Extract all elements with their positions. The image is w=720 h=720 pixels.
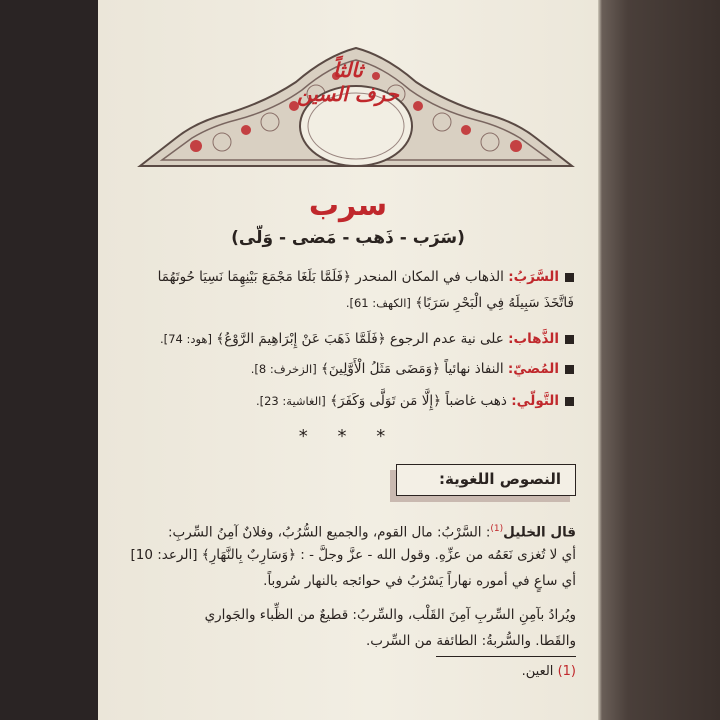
footnote-text: العين. [521, 664, 554, 679]
definition-term: السَّرَبُ: [508, 269, 559, 285]
definition-term: التَّولّي: [511, 393, 559, 409]
footnote-marker: (1) [490, 524, 504, 534]
section-heading-box [396, 464, 576, 496]
definition-text: على نية عدم الرجوع [389, 331, 504, 347]
bullet-icon [565, 365, 574, 374]
root-subtitle: (سَرَب - ذَهب - مَضى - وَلّى) [231, 228, 465, 248]
book-page [98, 0, 598, 720]
definition-sarab-cont [114, 292, 574, 314]
section-heading: النصوص اللغوية: [439, 470, 561, 488]
definition-quote: ﴿وَمَضَى مَثَلُ الْأَوَّلِينَ﴾ [320, 361, 441, 377]
definition-dhahab [114, 328, 574, 350]
footnote-rule [436, 656, 576, 657]
paragraph-line-1 [110, 518, 576, 544]
ornament-line-1: ثالثاً [333, 58, 363, 82]
khalil-name: قال الخليل [503, 524, 576, 541]
definition-quote: ﴿فَلَمَّا ذَهَبَ عَنْ إِبْرَاهِيمَ الرَّوْعُ﴾ [216, 331, 386, 347]
definition-quote-continuation: فَاتَّخَذَ سَبِيلَهُ فِي الْبَحْرِ سَرَبًا﴾ [415, 295, 574, 311]
footnote [522, 664, 576, 679]
definition-tawalli [114, 390, 574, 412]
bullet-icon [565, 335, 574, 344]
definition-ref: [الكهف: 61]. [345, 296, 411, 310]
bullet-icon [565, 397, 574, 406]
definition-term: الذَّهاب: [508, 331, 559, 347]
paragraph-line-2: أي لا تُغزى نَعَمُه من عزِّهِ. وقول الله - عزَّ وجلَّ - : ﴿وَسَارِبٌ بِالنَّهَارِ﴾ [الرعد: 10] [130, 547, 576, 563]
paragraph-text: : السَّرْبُ: مال القوم، والجميع السُّرُبُ، وفلانٌ آمِنُ السِّربِ: [167, 524, 491, 541]
book-edge [588, 0, 720, 720]
footnote-number: (1) [557, 664, 576, 679]
definition-quote: ﴿فَلَمَّا بَلَغَا مَجْمَعَ بَيْنِهِمَا نَسِيَا حُوتَهُمَا [157, 269, 351, 285]
definition-sarab [114, 266, 574, 288]
definition-mudiy [114, 358, 574, 380]
paragraph-line-4: ويُرادُ بآمِنِ السِّربِ آمِنَ القَلْب، والسِّربُ: قطيعٌ من الظِّباء والجَواري [204, 607, 576, 623]
root-word: سرب [308, 188, 388, 223]
definition-ref: [هود: 74]. [160, 332, 212, 346]
paragraph-line-3: أي ساعٍ في أموره نهاراً يَسْرُبُ في حوائجه بالنهار سُروباً. [263, 573, 576, 589]
definition-ref: [الزخرف: 8]. [250, 362, 317, 376]
definition-quote: ﴿إِلَّا مَن تَوَلَّى وَكَفَرَ﴾ [330, 393, 442, 409]
section-separator: * * * [298, 426, 398, 447]
bullet-icon [565, 273, 574, 282]
paragraph-line-5: والقَطا. والسُّربةُ: الطائفة من السِّرب. [365, 633, 576, 649]
definition-term: المُضيّ: [507, 361, 559, 377]
ornament-line-2: حرف السين [297, 82, 399, 106]
definition-text: الذهاب في المكان المنحدر [355, 269, 504, 285]
definition-text: ذهب غاضباً [445, 393, 507, 409]
definition-text: النفاذ نهائياً [444, 361, 504, 377]
definition-ref: [الغاشية: 23]. [255, 394, 326, 408]
